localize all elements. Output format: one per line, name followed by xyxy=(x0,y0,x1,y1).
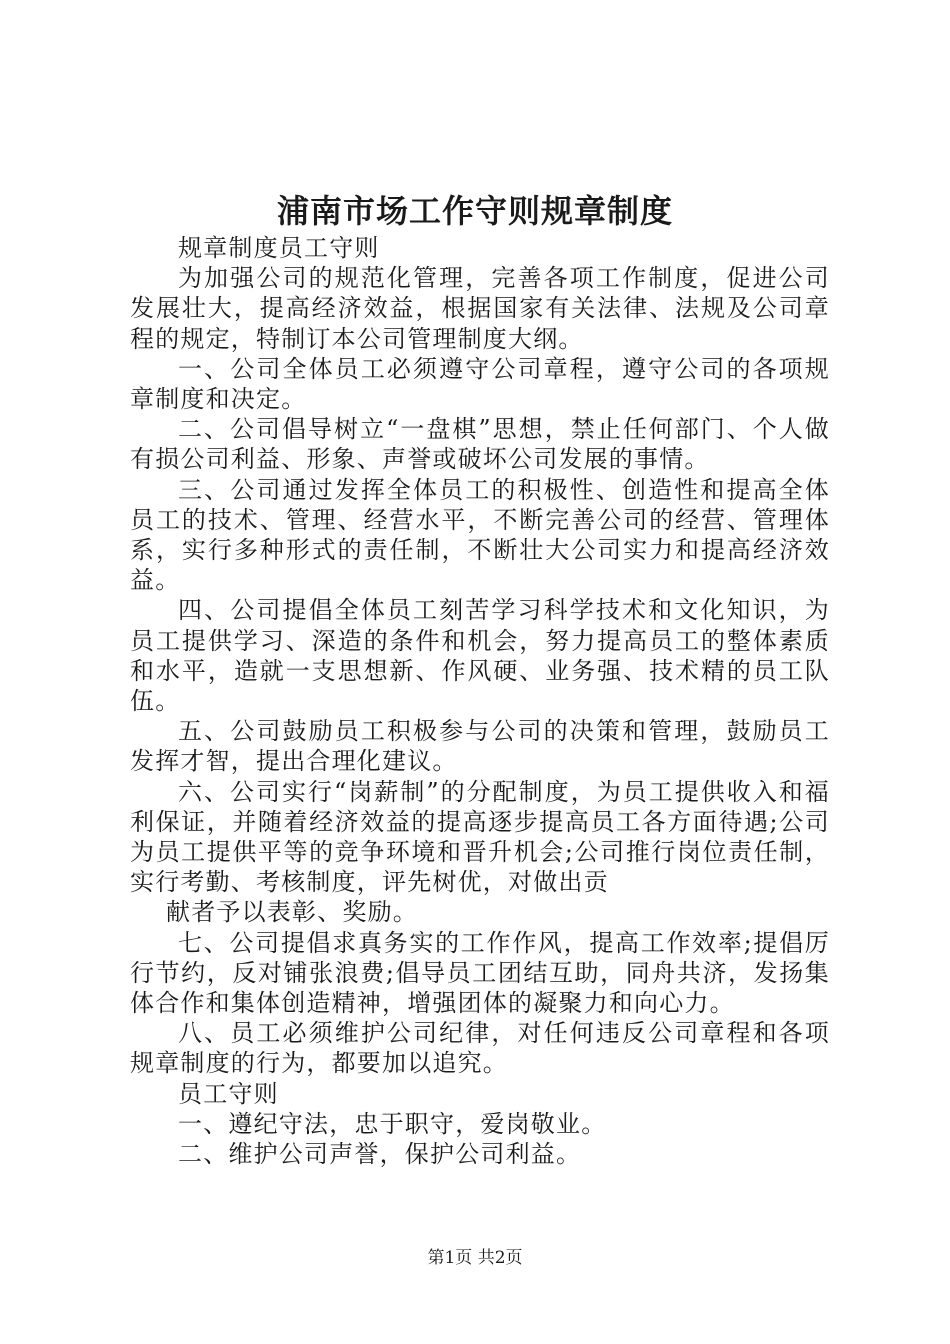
paragraph-item-7: 七、公司提倡求真务实的工作作风，提高工作效率;提倡厉行节约，反对铺张浪费;倡导员工团结互助，同舟共济，发扬集体合作和集体创造精神，增强团体的凝聚力和向心力。 xyxy=(130,928,830,1018)
page-number-footer: 第1页 共2页 xyxy=(427,1248,523,1268)
document-title: 浦南市场工作守则规章制度 xyxy=(276,192,673,230)
paragraph-item-6: 六、公司实行“岗薪制”的分配制度，为员工提供收入和福利保证，并随着经济效益的提高逐步提高员工各方面待遇;公司为员工提供平等的竞争环境和晋升机会;公司推行岗位责任制，实行考勤、考核制度，评先树优，对做出贡 xyxy=(130,777,830,897)
paragraph-rule-2: 二、维护公司声誉，保护公司利益。 xyxy=(178,1140,582,1169)
paragraph-intro: 为加强公司的规范化管理，完善各项工作制度，促进公司发展壮大，提高经济效益，根据国家有关法律、法规及公司章程的规定，特制订本公司管理制度大纲。 xyxy=(130,264,830,353)
paragraph-subheading-employee-rules: 员工守则 xyxy=(178,1079,279,1108)
paragraph-section-heading: 规章制度员工守则 xyxy=(178,234,380,262)
paragraph-item-3: 三、公司通过发挥全体员工的积极性、创造性和提高全体员工的技术、管理、经营水平，不断完善公司的经营、管理体系，实行多种形式的责任制，不断壮大公司实力和提高经济效益。 xyxy=(130,475,830,595)
paragraph-item-1: 一、公司全体员工必须遵守公司章程，遵守公司的各项规章制度和决定。 xyxy=(130,354,830,414)
paragraph-item-6-continued: 献者予以表彰、奖励。 xyxy=(166,898,418,927)
paragraph-item-2: 二、公司倡导树立“一盘棋”思想，禁止任何部门、个人做有损公司利益、形象、声誉或破坏公司发展的事情。 xyxy=(130,415,830,474)
document-body xyxy=(130,233,830,1169)
paragraph-rule-1: 一、遵纪守法，忠于职守，爱岗敬业。 xyxy=(178,1109,607,1138)
paragraph-item-5: 五、公司鼓励员工积极参与公司的决策和管理，鼓励员工发挥才智，提出合理化建议。 xyxy=(130,717,830,776)
paragraph-item-8: 八、员工必须维护公司纪律，对任何违反公司章程和各项规章制度的行为，都要加以追究。 xyxy=(130,1019,830,1078)
paragraph-item-4: 四、公司提倡全体员工刻苦学习科学技术和文化知识，为员工提供学习、深造的条件和机会，努力提高员工的整体素质和水平，造就一支思想新、作风硬、业务强、技术精的员工队伍。 xyxy=(130,596,830,716)
